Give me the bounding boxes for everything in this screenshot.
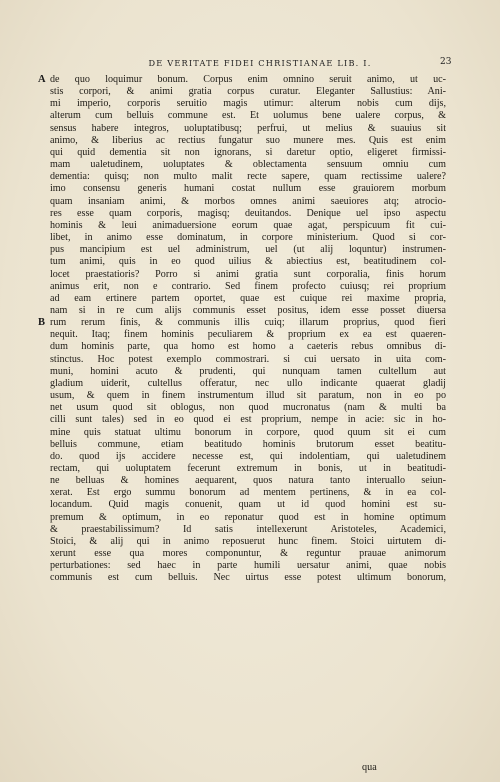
text-line: dum hominis parte, qua homo est homo a caeteris rebus omnibus di- [50,341,446,353]
text-line: perturbationes: sed haec in parte humili uersatur animi, quae nobis [50,560,446,572]
text-line: nequit. Itaq; finem hominis peculiarem & proprium ex ea est quaeren- [50,329,446,341]
text-line: xerunt esse qua mores componuntur, & reguntur prauae animorum [50,548,446,560]
text-line: alterum cum belluis commune est. Et uolumus bene ualere corpus, & [50,110,446,122]
text-line: communis est cum belluis. Nec uirtus esse potest ultimum bonorum, [50,572,446,584]
text-line: rectam, qui uoluptatem fecerunt extremum in bonis, ut in beatitudi- [50,463,446,474]
text-line: res esse quam corporis, magisq; deuitandos. Denique uel ipso aspectu [50,207,446,219]
text-line: cilli sunt tales) sed in eo quod ei est proprium, nempe in acie: sic in ho- [50,414,446,426]
text-line: stinctus. Hoc potest exemplo commostrari. si cui uersato in uita com- [50,353,446,365]
text-line: animus erit, non e contrario. Sed finem profecto cuiusq; rei proprium [50,280,446,292]
text-line: tum animi, quis in eo quod uilius & abiectius est, beatitudinem col- [50,256,446,268]
text-line: ad eam ertinere partem oportet, quae est cuique rei maxime propria, [50,292,446,304]
text-line: mi imperio, corporis seruitio magis utimur: alterum nobis cum dijs, [50,98,446,110]
text-line: qui quid dementia sit non ignorans, si daretur optio, eligeret firmissi- [50,146,446,158]
text-line: do. quod ijs accidere necesse est, qui indolentiam, qui ualetudinem [50,450,446,462]
text-line: premum & optimum, in eo reponatur quod est in homine optimum [50,511,446,523]
text-line: locandum. Quid magis conuenit, quam ut id quod homini est su- [50,499,446,511]
text-line: de quo loquimur bonum. Corpus enim omnino seruit animo, ut uc- [50,74,446,85]
text-line: sensus habere integros, uoluptatibusq; perfrui, ut melius & suauius sit [50,122,446,134]
text-line: ne belluas & homines aequarent, quos natura tanto interuallo seiun- [50,475,446,487]
text-line: quam insaniam animi, & morbos omnes animi saeuiores atq; atrocio- [50,195,446,207]
text-line: rum rerum finis, & communis illis cuiq; illarum proprius, quod fieri [50,317,446,329]
page-number: 23 [440,57,452,67]
text-line: dementia: quisq; non multo malit recte sapere, quam rectissime ualere? [50,171,446,183]
text-line: net usum quod sit oblogus, non quod mucronatus (nam & multi ba [50,402,446,414]
running-title: DE VERITATE FIDEI CHRISTIANAE LIB. I. [148,58,372,68]
text-line: mine quis statuat ultimu bonorum in corpore, quod quum sit ei cum [50,426,446,438]
text-line: imo consensu generis humani costat nullum esse grauiorem morbum [50,183,446,195]
body-text [38,74,446,585]
text-line: nam si in re cum alijs communis esset positus, idem esse posset diuersa [50,304,446,316]
text-line: libet, in animo esse dominatum, in corpore ministerium. Quod si cor- [50,232,446,244]
text-line: muni, homini acuto & prudenti, qui nunquam tamen cultellum aut [50,365,446,377]
text-line: mam ualetudinem, uoluptates & oblectamenta sensuum omniu cum [50,159,446,171]
text-line: animo, & liberius ac rectius fungatur suo munere mes. Quis est enim [50,134,446,146]
catchword: qua [362,762,377,773]
margin-marker-a: A [38,74,46,85]
text-line: & praestabilissimum? Id satis intellexerunt Aristoteles, Academici, [50,523,446,535]
text-line: xerat. Est ergo summu bonorum ad mentem pertinens, & in ea col- [50,487,446,499]
text-line: belluis commune, etiam beatitudo hominis brutorum esset beatitu- [50,438,446,450]
margin-marker-b: B [38,317,46,328]
text-line: pus mancipium est uel administrum, uel (ut alij loquntur) instrumen- [50,244,446,256]
text-line: usum, & quem in finem instrumentum illud sit paratum, non in eo po [50,390,446,402]
text-line: gladium uiderit, cultellus offeratur, nec ullo indicante quaerat gladij [50,377,446,389]
text-line: locet praestatioris? Porro si animi gratia sunt corporalia, finis horum [50,268,446,280]
text-line: hominis & leui animaduersione eorum quae agat, perspicuum fit cui- [50,219,446,231]
text-line: Stoici, & alij qui in animo reposuerut hunc finem. Stoici uirtutem di- [50,535,446,547]
text-line: stis corpori, & animi gratia corpus curatur. Eleganter Sallustius: Ani- [50,86,446,98]
